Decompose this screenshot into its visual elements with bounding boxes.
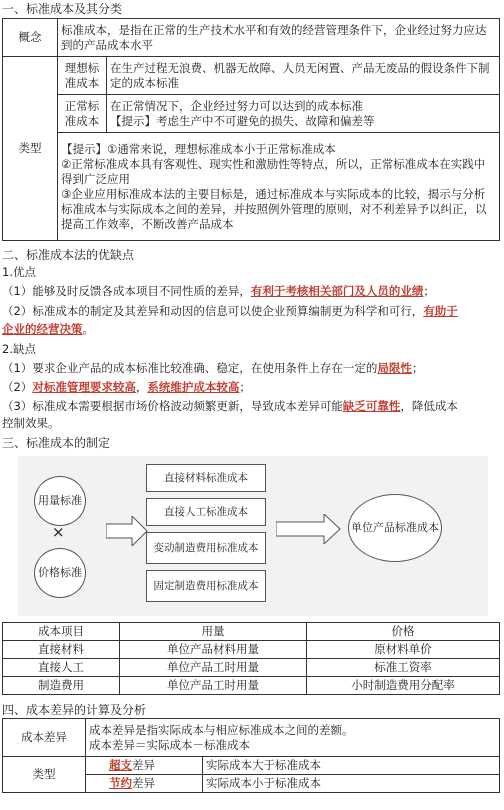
standard-cost-table <box>2 18 500 241</box>
advantage-2 <box>2 304 502 319</box>
cell-price: 标准工资率 <box>307 659 500 677</box>
advantage-2-cont <box>2 322 502 337</box>
cell-price: 原材料单价 <box>307 641 500 659</box>
arrow-right-icon-2 <box>276 514 342 544</box>
saving-cell <box>86 775 203 793</box>
dis2-sep: ， <box>135 380 148 394</box>
cell-price: 小时制造费用分配率 <box>307 677 500 695</box>
arrow-right-icon <box>106 516 148 546</box>
adv2-text: （2）标准成本的制定及其差异和动因的信息可以使企业预算编制更为科学和可行， <box>2 304 424 318</box>
table-row <box>3 677 500 695</box>
col-header-price: 价格 <box>307 623 500 641</box>
adv1-highlight: 有利于考核相关部门及人员的业绩 <box>250 284 424 298</box>
cell-qty: 单位产品工时用量 <box>120 677 307 695</box>
overrun-highlight: 超支 <box>109 758 132 772</box>
cost-flow-diagram <box>18 456 488 616</box>
dis2-text: （2） <box>2 380 33 394</box>
adv2-highlight-1: 有助于 <box>423 304 458 318</box>
labor-cost-box: 直接人工标准成本 <box>146 498 266 526</box>
normal-text: 在正常情况下，企业经过努力可以达到的成本标准 <box>110 98 363 113</box>
dis1-highlight: 局限性 <box>377 361 412 375</box>
type-label: 类型 <box>3 57 58 241</box>
dis2-end: ； <box>239 380 251 394</box>
tip-2: ②正常标准成本具有客观性、现实性和激励性等特点，所以，正常标准成本在实践中得到广泛应用 <box>61 156 486 186</box>
dis3-highlight: 缺乏可靠性 <box>342 399 401 413</box>
col-header-qty: 用量 <box>120 623 307 641</box>
disadvantage-3 <box>2 399 502 414</box>
price-standard-circle: 价格标准 <box>34 548 86 598</box>
cell-item: 直接材料 <box>3 641 120 659</box>
dis2-highlight-1: 对标准管理要求较高 <box>32 380 136 394</box>
cost-items-table <box>2 622 500 695</box>
dis3-text: （3）标准成本需要根据市场价格波动频繁更新，导致成本差异可能 <box>2 399 343 413</box>
table-row <box>3 641 500 659</box>
tips-cell <box>58 133 500 241</box>
cell-qty: 单位产品工时用量 <box>120 659 307 677</box>
section4-heading: 四、成本差异的计算及分析 <box>2 703 147 717</box>
section1-heading: 一、标准成本及其分类 <box>2 2 123 16</box>
disadvantage-2 <box>2 380 502 395</box>
multiply-icon: × <box>52 523 65 541</box>
variance-type-label: 类型 <box>3 757 86 793</box>
variable-overhead-box: 变动制造费用标准成本 <box>146 532 266 564</box>
disadvantage-1 <box>2 361 502 376</box>
overrun-desc: 实际成本大于标准成本 <box>203 757 500 775</box>
disadvantages-title: 2.缺点 <box>2 342 36 356</box>
dis1-end: ； <box>411 361 424 375</box>
dis1-text: （1）要求企业产品的成本标准比较准确、稳定，在使用条件上存在一定的 <box>2 361 378 375</box>
adv1-text: （1）能够及时反馈各成本项目不同性质的差异， <box>2 284 251 298</box>
overrun-cell <box>86 757 203 775</box>
normal-cell <box>107 95 500 133</box>
unit-standard-cost-circle: 单位产品标准成本 <box>348 494 442 562</box>
saving-suffix: 差异 <box>132 776 155 790</box>
cell-item: 直接人工 <box>3 659 120 677</box>
adv1-end: ； <box>423 284 435 298</box>
variance-def-line1: 成本差异是指实际成本与相应标准成本之间的差额。 <box>89 722 354 737</box>
qty-standard-circle: 用量标准 <box>34 476 86 526</box>
variance-formula: 成本差异＝实际成本－标准成本 <box>89 737 250 752</box>
variance-definition <box>86 719 500 757</box>
adv2-end: 。 <box>82 322 94 336</box>
cell-qty: 单位产品材料用量 <box>120 641 307 659</box>
disadvantage-3-cont: 控制效果。 <box>2 416 60 430</box>
ideal-label: 理想标准成本 <box>58 57 107 95</box>
saving-desc: 实际成本小于标准成本 <box>203 775 500 793</box>
cost-variance-table <box>2 718 500 793</box>
tip-1: 【提示】①通常来说，理想标准成本小于正常标准成本 <box>61 141 336 156</box>
col-header-item: 成本项目 <box>3 623 120 641</box>
section3-heading: 三、标准成本的制定 <box>2 436 111 450</box>
fixed-overhead-box: 固定制造费用标准成本 <box>146 570 266 602</box>
adv2-highlight-2: 企业的经营决策 <box>2 322 83 336</box>
cell-item: 制造费用 <box>3 677 120 695</box>
advantage-1 <box>2 284 502 299</box>
dis2-highlight-2: 系统维护成本较高 <box>147 380 240 394</box>
dis3-end: ，降低成本 <box>400 399 458 413</box>
saving-highlight: 节约 <box>109 776 132 790</box>
advantages-title: 1.优点 <box>2 265 36 279</box>
variance-label: 成本差异 <box>3 719 86 757</box>
concept-text: 标准成本，是指在正常的生产技术水平和有效的经营管理条件下，企业经过努力应达到的产品成本水平 <box>58 19 500 57</box>
material-cost-box: 直接材料标准成本 <box>146 464 266 492</box>
normal-tip: 【提示】考虑生产中不可避免的损失、故障和偏差等 <box>110 113 375 128</box>
normal-label: 正常标准成本 <box>58 95 107 133</box>
ideal-text: 在生产过程无浪费、机器无故障、人员无闲置、产品无废品的假设条件下制定的成本标准 <box>107 57 500 95</box>
concept-label: 概念 <box>3 19 58 57</box>
table-row <box>3 659 500 677</box>
section2-heading: 二、标准成本法的优缺点 <box>2 248 135 262</box>
tip-3: ③企业应用标准成本法的主要目标是，通过标准成本与实际成本的比较，揭示与分析标准成本与实际成本之间的差异，并按照例外管理的原则，对不利差异予以纠正，以提高工作效率，不断改善产品成本 <box>61 186 487 231</box>
overrun-suffix: 差异 <box>132 758 155 772</box>
